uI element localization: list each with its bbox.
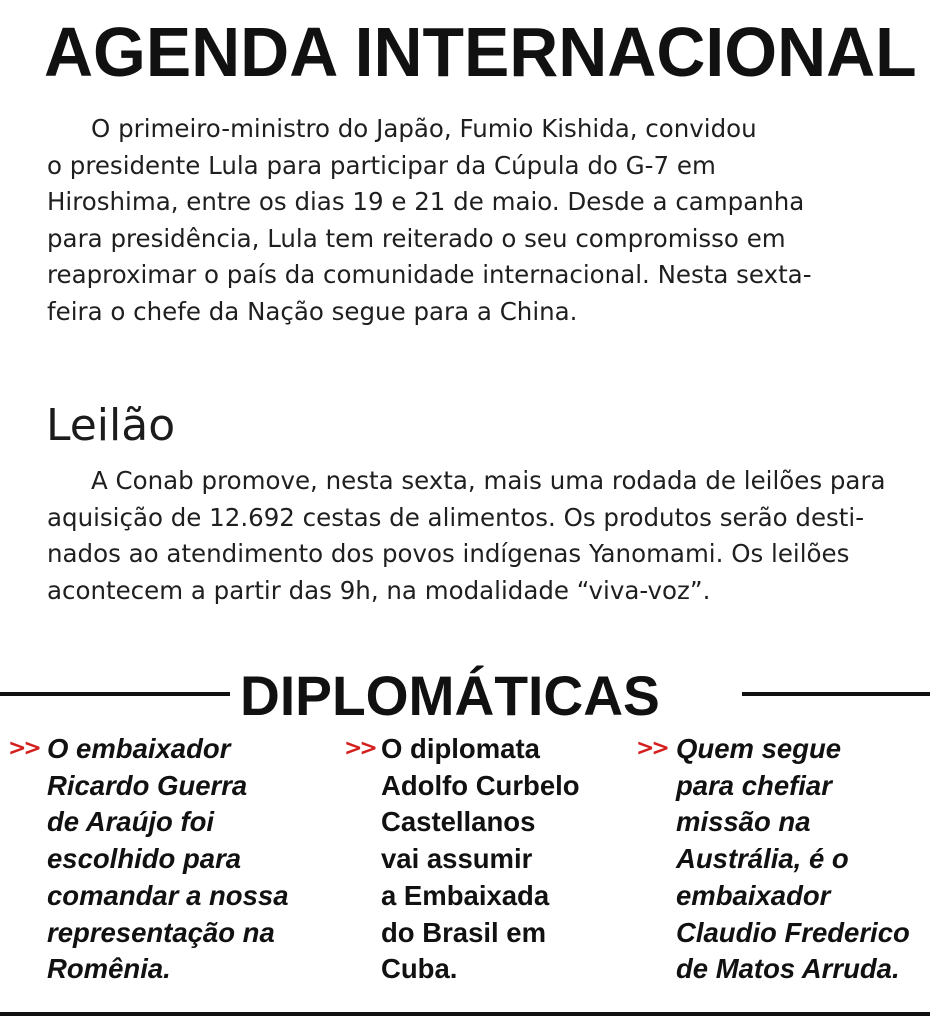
double-chevron-icon: >> — [344, 736, 375, 761]
double-chevron-icon: >> — [8, 736, 39, 761]
section-divider-left — [0, 692, 230, 696]
section-divider-right — [742, 692, 930, 696]
section-title: DIPLOMÁTICAS — [240, 664, 660, 727]
news-column-text: O embaixador Ricardo Guerra de Araújo foi escolhido para comandar a nossa representação na Romênia. — [47, 733, 289, 985]
news-column-1 — [0, 731, 330, 988]
double-chevron-icon: >> — [636, 736, 667, 761]
page-headline: AGENDA INTERNACIONAL — [44, 13, 917, 91]
auction-paragraph: A Conab promove, nesta sexta, mais uma rodada de leilões para aquisição de 12.692 cestas de alimentos. Os produtos serão desti- nados ao atendimento dos povos indígenas Yanomami. Os leilões acontecem a partir das 9h, na modalidade “viva-voz”. — [47, 466, 886, 605]
section-subheading: Leilão — [46, 400, 176, 451]
news-column-text: Quem segue para chefiar missão na Austrália, é o embaixador Claudio Frederico de Matos Arruda. — [676, 733, 910, 985]
bottom-divider — [0, 1012, 930, 1016]
news-column-text: O diplomata Adolfo Curbelo Castellanos vai assumir a Embaixada do Brasil em Cuba. — [381, 733, 580, 985]
news-column-3 — [636, 731, 930, 988]
intro-paragraph: O primeiro-ministro do Japão, Fumio Kishida, convidou o presidente Lula para participar da Cúpula do G-7 em Hiroshima, entre os dias 19 e 21 de maio. Desde a campanha para presidência, Lula tem reiterado o seu compromisso em reaproximar o país da comunidade internacional. Nesta sexta- feira o chefe da Nação segue para a China. — [47, 114, 812, 326]
news-column-2 — [340, 731, 630, 988]
